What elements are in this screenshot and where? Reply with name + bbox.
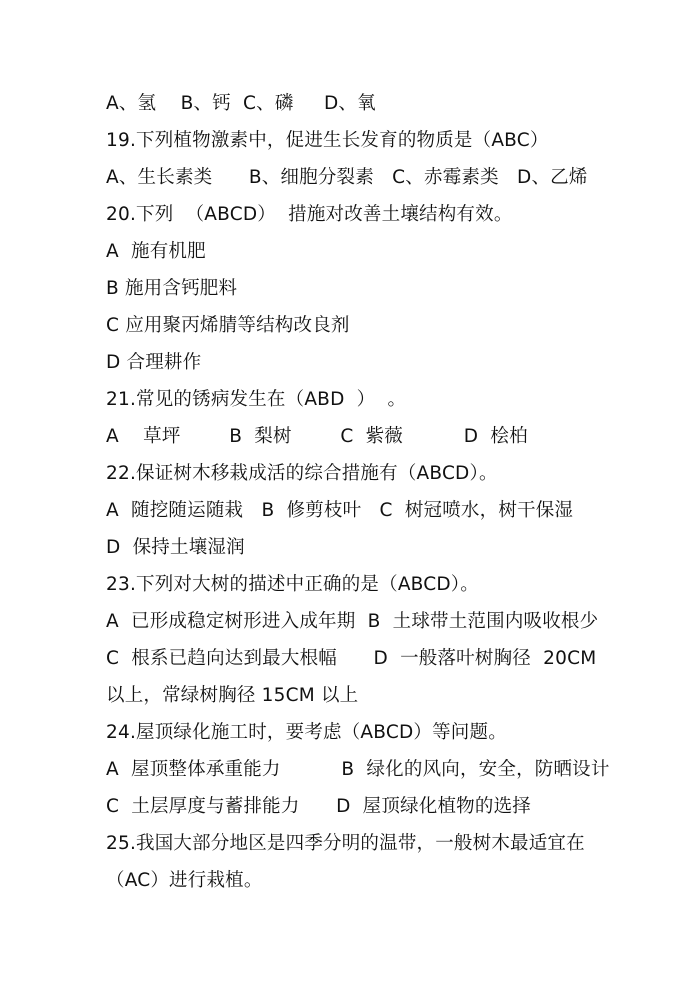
question-24: 24.屋顶绿化施工时，要考虑（ABCD）等问题。 (106, 722, 507, 743)
option-line-q22: A 随挖随运随栽 B 修剪枝叶 C 树冠喷水，树干保湿 (106, 500, 574, 521)
option-line-ab-q24: A 屋顶整体承重能力 B 绿化的风向，安全，防晒设计 (106, 759, 610, 780)
option-line-cd-q23: C 根系已趋向达到最大根幅 D 一般落叶树胸径 20CM (106, 648, 597, 669)
option-line-q21: A 草坪 B 梨树 C 紫薇 D 桧柏 (106, 426, 528, 447)
question-20: 20.下列 （ABCD） 措施对改善土壤结构有效。 (106, 204, 513, 225)
option-c-q20: C 应用聚丙烯腈等结构改良剂 (106, 315, 350, 336)
question-22: 22.保证树木移栽成活的综合措施有（ABCD）。 (106, 463, 498, 484)
question-21: 21.常见的锈病发生在（ABD ） 。 (106, 389, 407, 410)
option-b-q20: B 施用含钙肥料 (106, 278, 238, 299)
option-line-q19: A、生长素类 B、细胞分裂素 C、赤霉素类 D、乙烯 (106, 167, 588, 188)
option-line-cont-q23: 以上，常绿树胸径 15CM 以上 (106, 685, 359, 706)
question-19: 19.下列植物激素中，促进生长发育的物质是（ABC） (106, 130, 549, 151)
question-23: 23.下列对大树的描述中正确的是（ABCD）。 (106, 574, 479, 595)
question-25: 25.我国大部分地区是四季分明的温带，一般树木最适宜在 (106, 833, 585, 854)
option-d-q22: D 保持土壤湿润 (106, 537, 245, 558)
option-a-q20: A 施有机肥 (106, 241, 206, 262)
option-line-q18: A、氢 B、钙 C、磷 D、氧 (106, 93, 376, 114)
option-d-q20: D 合理耕作 (106, 352, 202, 373)
question-25-continuation: （AC）进行栽植。 (106, 870, 263, 891)
option-line-cd-q24: C 土层厚度与蓄排能力 D 屋顶绿化植物的选择 (106, 796, 531, 817)
option-line-ab-q23: A 已形成稳定树形进入成年期 B 土球带土范围内吸收根少 (106, 611, 599, 632)
